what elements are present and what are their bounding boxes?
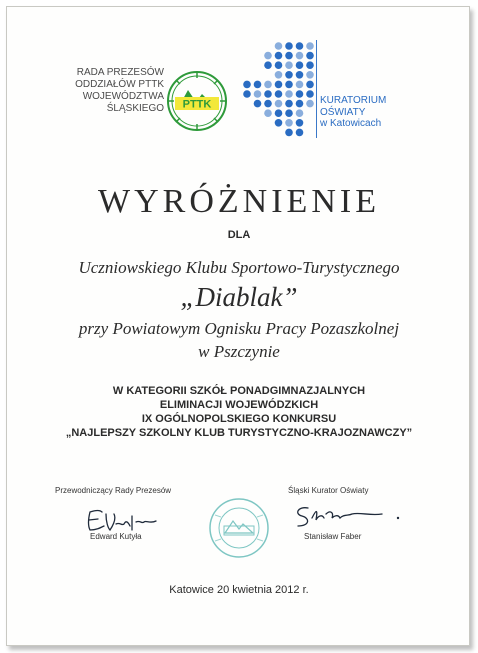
org-line-3: WOJEWÓDZTWA [82,91,164,102]
recipient-line-3: przy Powiatowym Ognisku Pracy Pozaszkolnej [78,319,400,338]
recipient-line-4: w Pszczynie [198,342,280,361]
category-line-1: W KATEGORII SZKÓŁ PONADGIMNAZJALNYCH [112,385,366,397]
svg-text:PTTK: PTTK [182,98,212,111]
kuratorium-text [320,95,386,130]
pttk-logo [166,70,228,132]
kurat-line-2: OŚWIATY [320,106,366,118]
category-line-2: ELIMINACJI WOJEWÓDZKICH [159,399,319,411]
diploma-title: WYRÓŻNIENIE [98,183,380,220]
right-signatory-role: Śląski Kurator Oświaty [288,486,369,495]
left-signatory-role: Przewodniczący Rady Prezesów [55,486,172,495]
recipient-name: „Diablak” [180,282,298,312]
logo-divider [316,40,317,138]
rada-prezesow-text [56,67,164,115]
kurat-line-1: KURATORIUM [320,95,387,106]
place-and-date: Katowice 20 kwietnia 2012 r. [169,584,309,596]
recipient-line-1: Uczniowskiego Klubu Sportowo-Turystycznego [78,258,400,277]
left-signatory-name: Edward Kutyła [90,532,142,541]
kuratorium-dots-logo [241,40,319,140]
org-line-1: RADA PREZESÓW [76,67,164,78]
category-line-3: IX OGÓLNOPOLSKIEGO KONKURSU [141,413,337,425]
kurat-line-3: w Katowicach [320,118,382,129]
right-signatory-name: Stanisław Faber [304,532,362,541]
org-line-2: ODDZIAŁÓW PTTK [75,79,164,90]
category-block [0,384,478,440]
right-signature [290,500,410,532]
for-label: DLA [227,229,251,241]
pttk-stamp [207,497,271,559]
org-line-4: ŚLĄSKIEGO [106,103,164,114]
category-line-4: „NAJLEPSZY SZKOLNY KLUB TURYSTYCZNO-KRAJOZNAWCZY” [65,427,413,439]
